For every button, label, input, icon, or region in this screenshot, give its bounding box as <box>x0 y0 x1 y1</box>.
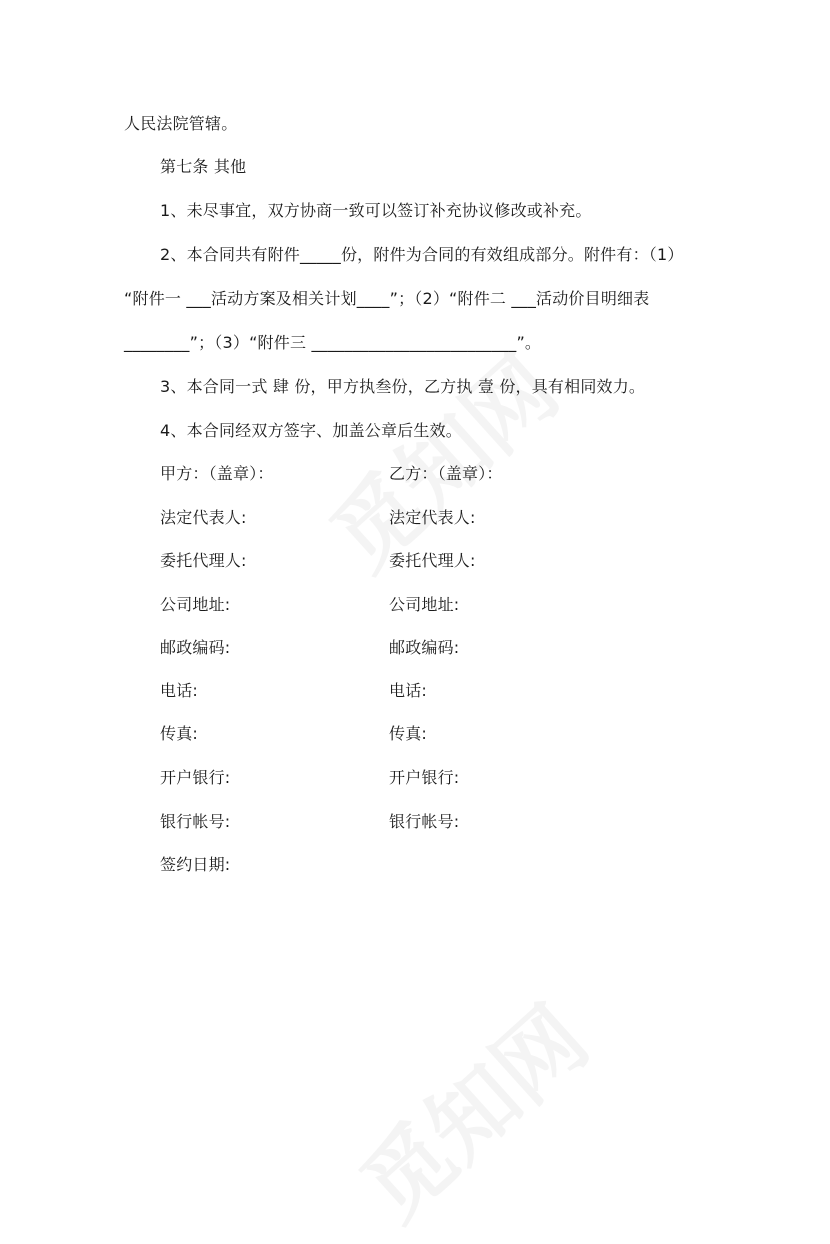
party-a-agent: 委托代理人: <box>160 551 247 570</box>
party-b-bank: 开户银行: <box>389 768 460 787</box>
party-a-account: 银行帐号: <box>160 812 231 831</box>
paragraph-continuation: 人民法院管辖。 <box>124 114 238 133</box>
party-a-bank: 开户银行: <box>160 768 231 787</box>
party-a-phone: 电话: <box>160 681 198 700</box>
party-b-legal-rep: 法定代表人: <box>389 508 476 527</box>
party-a-address: 公司地址: <box>160 595 231 614</box>
party-a-fax: 传真: <box>160 724 198 743</box>
party-b-account: 银行帐号: <box>389 812 460 831</box>
signing-date: 签约日期: <box>160 855 231 874</box>
clause-item-continuation: “附件一 ___活动方案及相关计划____”；（2）“附件二 ___活动价目明细表 <box>124 289 650 308</box>
party-b-agent: 委托代理人: <box>389 551 476 570</box>
watermark <box>330 973 611 1243</box>
party-b-phone: 电话: <box>389 681 427 700</box>
party-b-postcode: 邮政编码: <box>389 638 460 657</box>
clause-item-continuation: ________”；（3）“附件三 _________________________”。 <box>124 333 542 352</box>
party-b-address: 公司地址: <box>389 595 460 614</box>
party-a-postcode: 邮政编码: <box>160 638 231 657</box>
clause-item: 3、本合同一式 肆 份，甲方执叁份，乙方执 壹 份，具有相同效力。 <box>160 377 646 396</box>
clause-item: 4、本合同经双方签字、加盖公章后生效。 <box>160 421 462 440</box>
party-a-header: 甲方：（盖章）： <box>160 464 274 483</box>
party-b-header: 乙方：（盖章）： <box>389 464 503 483</box>
clause-item: 1、未尽事宜，双方协商一致可以签订补充协议修改或补充。 <box>160 201 592 220</box>
party-b-fax: 传真: <box>389 724 427 743</box>
article-title: 第七条 其他 <box>160 157 247 176</box>
party-a-legal-rep: 法定代表人: <box>160 508 247 527</box>
clause-item: 2、本合同共有附件_____份，附件为合同的有效组成部分。附件有：（1） <box>160 245 684 264</box>
